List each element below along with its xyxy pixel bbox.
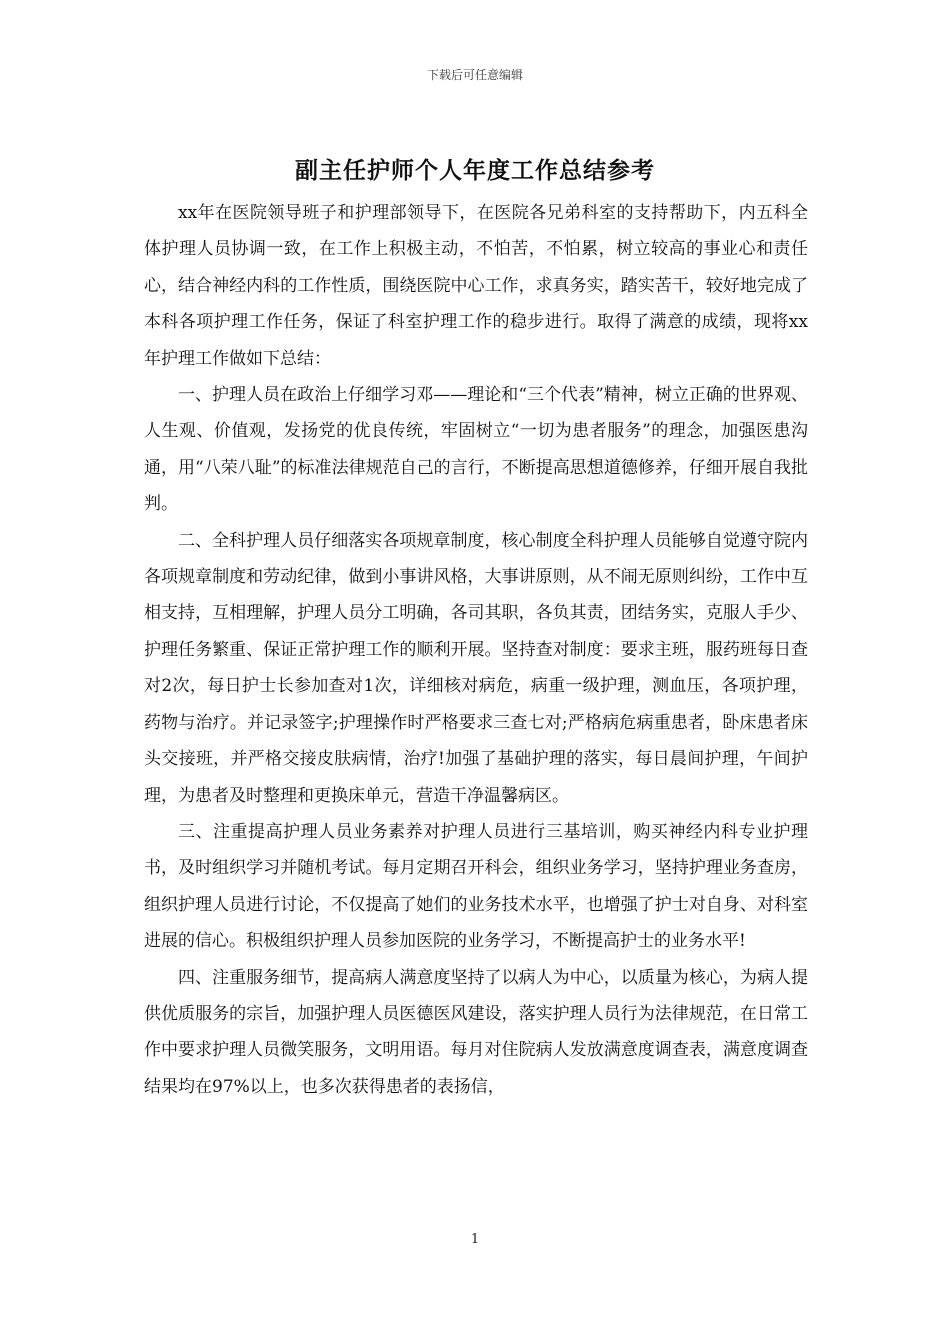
page-title: 副主任护师个人年度工作总结参考 [295,158,655,184]
paragraph-intro: xx年在医院领导班子和护理部领导下，在医院各兄弟科室的支持帮助下，内五科全体护理人员协调一致，在工作上积极主动，不怕苦，不怕累，树立较高的事业心和责任心，结合神经内科的工作性质，围绕医院中心工作，求真务实，踏实苦干，较好地完成了本科各项护理工作任务，保证了科室护理工作的稳步进行。取得了满意的成绩，现将xx年护理工作做如下总结： [144,203,808,369]
page-number: 1 [470,1232,480,1247]
paragraph-section-2: 二、全科护理人员仔细落实各项规章制度，核心制度全科护理人员能够自觉遵守院内各项规章制度和劳动纪律，做到小事讲风格，大事讲原则，从不闹无原则纠纷，工作中互相支持，互相理解，护理人员分工明确，各司其职，各负其责，团结务实，克服人手少、护理任务繁重、保证正常护理工作的顺利开展。坚持查对制度：要求主班，服药班每日查对2次，每日护士长参加查对1次，详细核对病危，病重一级护理，测血压，各项护理，药物与治疗。并记录签字;护理操作时严格要求三查七对;严格病危病重患者，卧床患者床头交接班，并严格交接皮肤病情，治疗!加强了基础护理的落实，每日晨间护理，午间护理，为患者及时整理和更换床单元，营造干净温馨病区。 [144,530,808,806]
paragraph-section-3: 三、注重提高护理人员业务素养对护理人员进行三基培训，购买神经内科专业护理书，及时组织学习并随机考试。每月定期召开科会，组织业务学习，坚持护理业务查房，组织护理人员进行讨论，不仅提高了她们的业务技术水平，也增强了护士对自身、对科室进展的信心。积极组织护理人员参加医院的业务学习，不断提高护士的业务水平! [144,821,808,952]
paragraph-section-1: 一、护理人员在政治上仔细学习邓——理论和“三个代表”精神，树立正确的世界观、人生观、价值观，发扬党的优良传统，牢固树立“一切为患者服务”的理念，加强医患沟通，用“八荣八耻”的标准法律规范自己的言行，不断提高思想道德修养，仔细开展自我批判。 [144,385,808,515]
paragraph-section-4: 四、注重服务细节，提高病人满意度坚持了以病人为中心，以质量为核心，为病人提供优质服务的宗旨，加强护理人员医德医风建设，落实护理人员行为法律规范，在日常工作中要求护理人员微笑服务，文明用语。每月对住院病人发放满意度调查表，满意度调查结果均在97%以上，也多次获得患者的表扬信， [144,967,808,1097]
document-body [144,195,808,1105]
page-header-note: 下载后可任意编辑 [426,68,523,82]
